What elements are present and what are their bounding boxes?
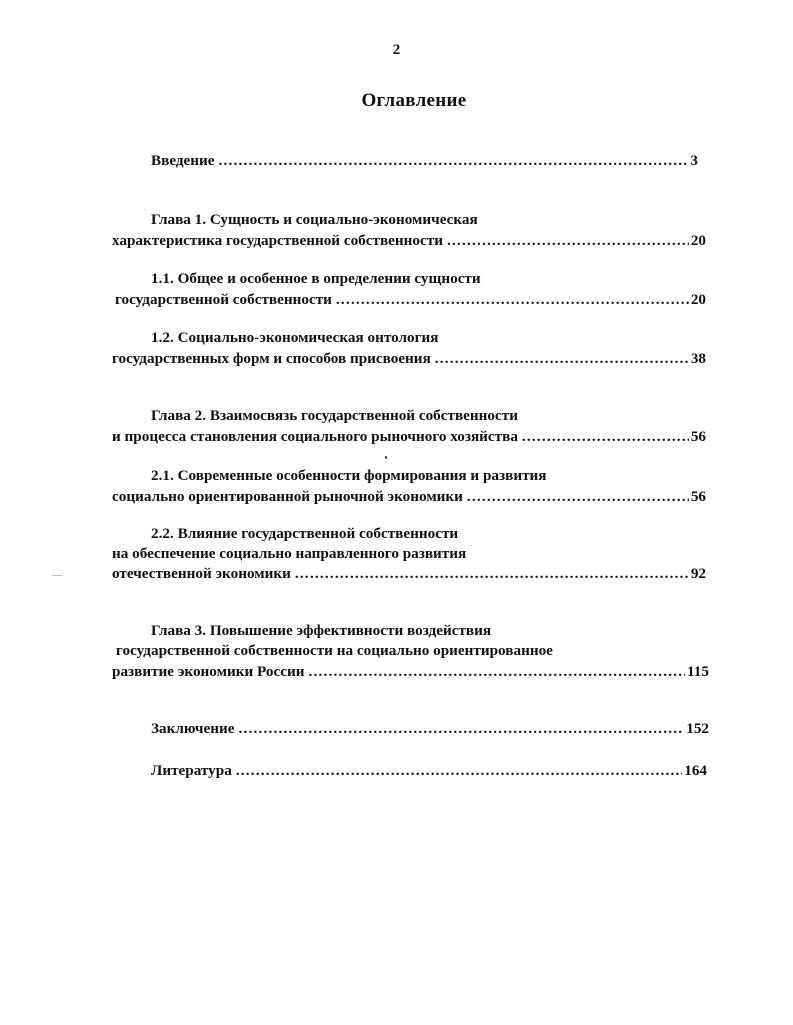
- toc-entry-ch1: [112, 232, 706, 250]
- toc-title: Оглавление: [361, 90, 467, 111]
- toc-entry-s12: [112, 350, 706, 368]
- toc-label: характеристика государственной собственности: [112, 232, 443, 249]
- leader-dots: [219, 152, 689, 170]
- page-number: 2: [392, 42, 401, 58]
- toc-label: Заключение: [151, 720, 235, 737]
- toc-page-number: 164: [684, 762, 707, 779]
- toc-label: государственных форм и способов присвоения: [112, 350, 431, 367]
- toc-entry-s21-line1: 2.1. Современные особенности формирования и развития: [151, 467, 547, 484]
- toc-entry-ch3-line2: государственной собственности на социально ориентированное: [116, 642, 553, 659]
- toc-entry-s12-line1: 1.2. Социально-экономическая онтология: [151, 329, 439, 346]
- toc-entry-ch3-line1: Глава 3. Повышение эффективности воздействия: [151, 622, 492, 639]
- toc-page-number: 20: [690, 291, 706, 308]
- leader-dots: [308, 663, 685, 681]
- toc-page-number: 38: [690, 350, 706, 367]
- toc-label: отечественной экономики: [112, 565, 291, 582]
- toc-entry-s22-line1: 2.2. Влияние государственной собственности: [151, 525, 459, 542]
- scan-speck: [385, 456, 387, 459]
- toc-page-number: 115: [687, 663, 709, 680]
- toc-page-number: 56: [690, 488, 706, 505]
- leader-dots: [522, 428, 689, 446]
- toc-entry-intro: [151, 152, 698, 170]
- toc-label: и процесса становления социального рыночного хозяйства: [112, 428, 518, 445]
- leader-dots: [435, 350, 689, 368]
- leader-dots: [238, 720, 684, 738]
- toc-page-number: 92: [690, 565, 706, 582]
- leader-dots: [467, 488, 689, 506]
- leader-dots: [236, 762, 682, 780]
- toc-entry-ch3: [112, 663, 709, 681]
- toc-page-number: 20: [690, 232, 706, 249]
- toc-label: Литература: [151, 762, 232, 779]
- leader-dots: [295, 565, 689, 583]
- toc-entry-s21: [112, 488, 706, 506]
- toc-entry-s22: [112, 565, 706, 583]
- toc-entry-ch1-line1: Глава 1. Сущность и социально-экономическая: [151, 211, 478, 228]
- toc-entry-s22-line2: на обеспечение социально направленного развития: [112, 545, 467, 562]
- toc-entry-s11-line1: 1.1. Общее и особенное в определении сущности: [151, 270, 481, 287]
- leader-dots: [336, 291, 689, 309]
- margin-mark: [52, 575, 62, 576]
- toc-entry-ch2: [112, 428, 706, 446]
- toc-entry-s11: [115, 291, 706, 309]
- toc-entry-conclusion: [151, 720, 709, 738]
- toc-entry-ch2-line1: Глава 2. Взаимосвязь государственной собственности: [151, 407, 518, 424]
- toc-page-number: 56: [690, 428, 706, 445]
- toc-entry-literature: [151, 762, 707, 780]
- toc-page-number: 3: [690, 152, 698, 169]
- toc-label: развитие экономики России: [112, 663, 305, 680]
- leader-dots: [447, 232, 689, 250]
- toc-label: Введение: [151, 152, 215, 169]
- toc-label: социально ориентированной рыночной экономики: [112, 488, 463, 505]
- toc-page-number: 152: [686, 720, 709, 737]
- toc-label: государственной собственности: [115, 291, 332, 308]
